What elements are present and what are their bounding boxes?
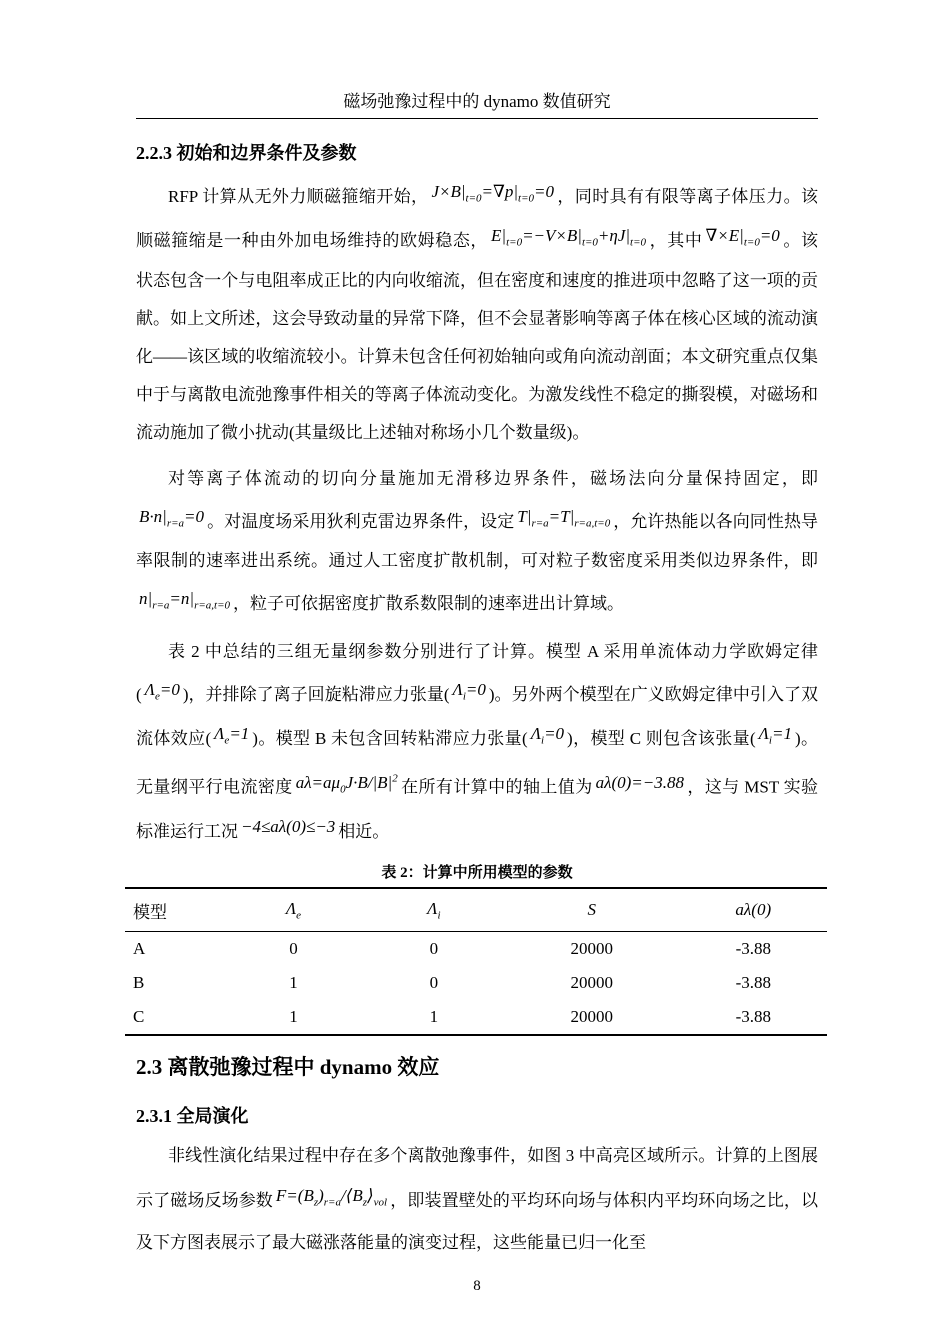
column-header: $\Lambda_i$: [427, 899, 441, 922]
paragraph-models: 表 2 中总结的三组无量纲参数分别进行了计算。模型 A 采用单流体动力学欧姆定律( $\Lambda_e=0$ )，并排除了离子回旋粘滞应力张量( $\Lambda_i=0$ )。另外两个模型在广义欧姆定律中引入了双流体效应( $\Lambda_e=1$ )。模型 B 未包含回转粘滞应力张量( $\Lambda_i=0$ )，模型 C 则包含该张量( $\Lambda_i=1$ )。无量纲平行电流密度 $a\lambda=a\mu_0J\cdot B/|B|^2$ 在所有计算中的轴上值为 aλ(0)=−3.88 ，这与 MST 实验标准运行工况 −4≤aλ(0)≤−3 相近。: [136, 641, 819, 842]
inline-formula: −4≤aλ(0)≤−3: [241, 817, 336, 837]
heading-2-3-1: 2.3.1 全局演化: [136, 1106, 249, 1127]
page-number: 8: [473, 1277, 481, 1294]
paragraph-initial-boundary-2: 对等离子体流动的切向分量施加无滑移边界条件，磁场法向分量保持固定，即$B\cdot n|_{r=a}=0$ 。对温度场采用狄利克雷边界条件，设定 $T|_{r=a}=T|_{r=a,t=0}$ ，允许热能以各向同性热导率限制的速率进出系统。通过人工密度扩散机制，可对粒子数密度采用类似边界条件，即$n|_{r=a}=n|_{r=a,t=0}$ ，粒子可依据密度扩散系数限制的速率进出计算域。: [136, 468, 819, 614]
table-cell: 1: [289, 973, 298, 993]
column-header: aλ(0): [735, 900, 772, 920]
inline-formula: $\Lambda_i=0$: [452, 679, 486, 702]
inline-formula: $F=(B_z)_{r=a}/⟨B_z⟩_{vol}$: [275, 1186, 388, 1209]
table-cell: -3.88: [735, 973, 771, 993]
inline-formula: $J\times B|_{t=0}=\nabla p|_{t=0}=0$: [431, 182, 555, 205]
running-title: 磁场弛豫过程中的 dynamo 数值研究: [343, 92, 611, 111]
heading-2-3: 2.3 离散弛豫过程中 dynamo 效应: [136, 1055, 440, 1080]
inline-formula: $\nabla\times E|_{t=0}=0$: [705, 226, 780, 249]
table-cell: -3.88: [735, 939, 771, 959]
inline-formula: $T|_{r=a}=T|_{r=a,t=0}$: [517, 506, 611, 530]
table-cell: -3.88: [735, 1007, 771, 1027]
column-header: $\Lambda_e$: [285, 899, 302, 922]
table-cell: 20000: [570, 973, 614, 993]
table-cell: A: [133, 939, 146, 959]
table-cell: 20000: [570, 939, 614, 959]
inline-formula: $\Lambda_e=1$: [214, 723, 250, 747]
table-row: [125, 932, 827, 967]
paragraph-initial-boundary-1: RFP 计算从无外力顺磁箍缩开始， $J\times B|_{t=0}=\nabla p|_{t=0}=0$ ，同时具有有限等离子体压力。该顺磁箍缩是一种由外加电场维持的欧姆稳态， $E|_{t=0}=-V\times B|_{t=0}+\eta J|_{t=0}$ ，其中 $\nabla\times E|_{t=0}=0$ 。该状态包含一个与电阻率成正比的内向收缩流，但在密度和速度的推进项中忽略了这一项的贡献。如上文所述，这会导致动量的异常下降，但不会显著影响等离子体在核心区域的流动演化——该区域的收缩流较小。计算未包含任何初始轴向或角向流动剖面；本文研究重点仅集中于与离散电流弛豫事件相关的等离子体流动变化。为激发线性不稳定的撕裂模，对磁场和流动施加了微小扰动(其量级比上述轴对称场小几个数量级)。: [136, 182, 819, 442]
table-cell: 0: [429, 939, 439, 959]
inline-formula: $a\lambda=a\mu_0J\cdot B/|B|^2$: [295, 772, 398, 796]
inline-formula: $B\cdot n|_{r=a}=0$: [139, 506, 205, 530]
table-header-row: [125, 888, 827, 932]
heading-2-2-3: 2.2.3 初始和边界条件及参数: [136, 143, 357, 163]
inline-formula: aλ(0)=−3.88: [595, 773, 684, 792]
table-cell: B: [133, 973, 145, 993]
page-footer: [136, 1277, 818, 1295]
column-header: 模型: [133, 902, 167, 922]
table-row: [125, 966, 827, 1000]
table-row: [125, 1000, 827, 1035]
table-caption: 表 2：计算中所用模型的参数: [381, 865, 573, 882]
table-cell: 1: [289, 1007, 298, 1027]
paragraph-global-evolution: 非线性演化结果过程中存在多个离散弛豫事件，如图 3 中高亮区域所示。计算的上图展示了磁场反场参数 $F=(B_z)_{r=a}/⟨B_z⟩_{vol}$ ，即装置壁处的平均环向场与体积内平均环向场之比，以及下方图表展示了最大磁涨落能量的演变过程，这些能量已归一化至: [136, 1146, 819, 1252]
parameters-table-wrap: [125, 887, 827, 1036]
table-cell: 1: [429, 1007, 439, 1027]
inline-formula: $n|_{r=a}=n|_{r=a,t=0}$: [139, 589, 230, 612]
inline-formula: $\Lambda_i=1$: [758, 723, 792, 747]
page-header: [136, 0, 818, 119]
inline-formula: $\Lambda_i=0$: [530, 723, 565, 747]
table-body: [125, 932, 827, 1036]
column-header: S: [587, 900, 597, 920]
inline-formula: $E|_{t=0}=-V\times B|_{t=0}+\eta J|_{t=0}$: [491, 226, 647, 249]
table-cell: C: [133, 1007, 145, 1027]
table-cell: 0: [289, 939, 298, 959]
table-cell: 0: [429, 973, 439, 993]
parameters-table: [125, 887, 827, 1036]
table-cell: 20000: [570, 1007, 614, 1027]
inline-formula: $\Lambda_e=0$: [144, 679, 180, 702]
